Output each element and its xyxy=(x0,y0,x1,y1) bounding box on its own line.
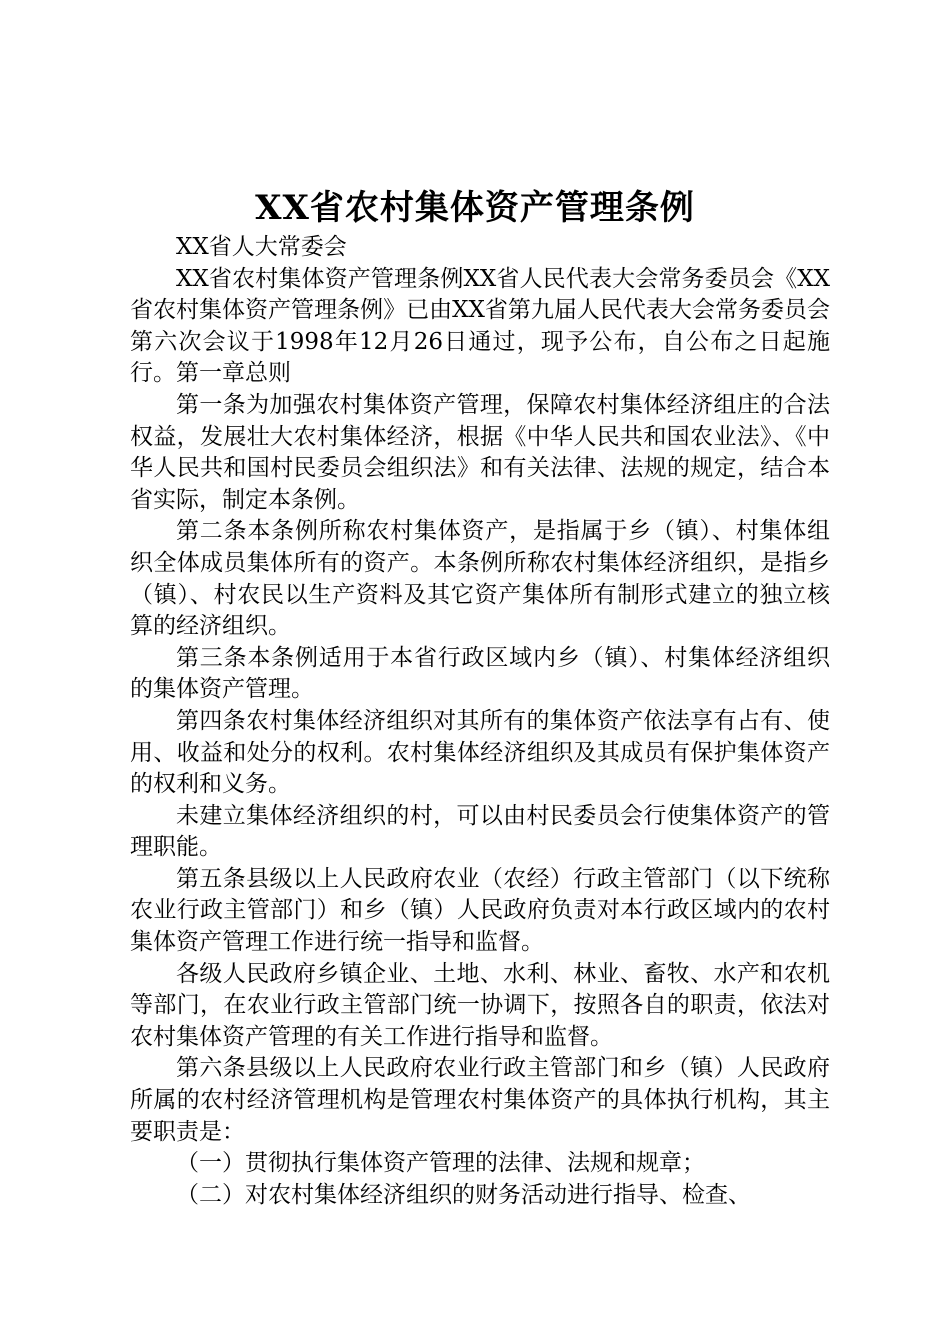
body-paragraph: 第五条县级以上人民政府农业（农经）行政主管部门（以下统称农业行政主管部门）和乡（镇）人民政府负责对本行政区域内的农村集体资产管理工作进行统一指导和监督。 xyxy=(130,865,830,956)
body-paragraph: 各级人民政府乡镇企业、土地、水利、林业、畜牧、水产和农机等部门，在农业行政主管部门统一协调下，按照各自的职责，依法对农村集体资产管理的有关工作进行指导和监督。 xyxy=(130,960,830,1050)
body-paragraph: 第二条本条例所称农村集体资产，是指属于乡（镇）、村集体组织全体成员集体所有的资产。本条例所称农村集体经济组织，是指乡（镇）、村农民以生产资料及其它资产集体所有制形式建立的独立核算的经济组织。 xyxy=(130,518,830,640)
body-paragraph: 第四条农村集体经济组织对其所有的集体资产依法享有占有、使用、收益和处分的权利。农村集体经济组织及其成员有保护集体资产的权利和义务。 xyxy=(130,707,830,798)
body-paragraph: 第六条县级以上人民政府农业行政主管部门和乡（镇）人民政府所属的农村经济管理机构是管理农村集体资产的具体执行机构，其主要职责是： xyxy=(130,1055,830,1145)
list-item: （二）对农村集体经济组织的财务活动进行指导、检查、 xyxy=(176,1181,751,1208)
body-paragraph: 第一条为加强农村集体资产管理，保障农村集体经济组庄的合法权益，发展壮大农村集体经济，根据《中华人民共和国农业法》、《中华人民共和国村民委员会组织法》和有关法律、法规的规定，结合本省实际，制定本条例。 xyxy=(130,391,830,513)
body-paragraph: XX省农村集体资产管理条例XX省人民代表大会常务委员会《XX省农村集体资产管理条例》已由XX省第九届人民代表大会常务委员会第六次会议于1998年12月26日通过，现予公布，自公布之日起施行。第一章总则 xyxy=(130,265,830,387)
body-paragraph: 第三条本条例适用于本省行政区域内乡（镇）、村集体经济组织的集体资产管理。 xyxy=(130,644,830,703)
issuer-line: XX省人大常委会 xyxy=(176,234,347,260)
list-item: （一）贯彻执行集体资产管理的法律、法规和规章； xyxy=(176,1150,705,1177)
document-body xyxy=(130,232,830,1211)
document-title: XX省农村集体资产管理条例 xyxy=(255,188,695,228)
body-paragraph: 未建立集体经济组织的村，可以由村民委员会行使集体资产的管理职能。 xyxy=(130,802,830,861)
